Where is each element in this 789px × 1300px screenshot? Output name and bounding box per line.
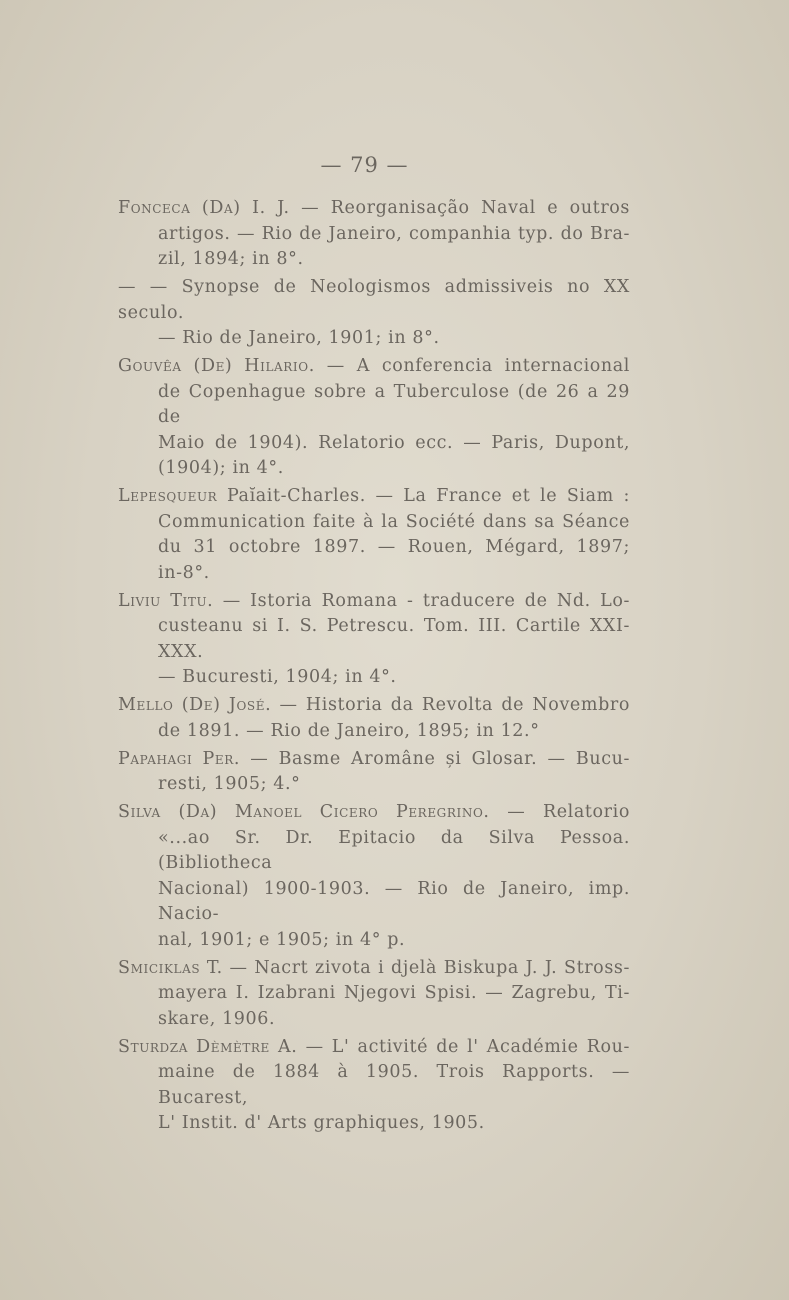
entry-line — [118, 747, 630, 773]
entry-author: Gouvêa (De) Hilario. — [118, 356, 315, 376]
entry-line: de Copenhague sobre a Tuberculose (de 26 a 29 de — [158, 381, 630, 427]
entry-line: in-8°. — [158, 562, 210, 583]
entry-author: Fonceca (Da) I. J. — [118, 198, 290, 218]
bibliography-entry — [118, 693, 630, 744]
entry-author: Papahagi Per. — [118, 748, 241, 769]
entry-author: Sturdza Dèmètre A. — [118, 1036, 298, 1057]
entry-line: Nacional) 1900-1903. — Rio de Janeiro, imp. Nacio- — [158, 878, 630, 924]
entry-author: Smiciklas T. — [118, 957, 223, 978]
entry-text: — L' activité de l' Académie Rou- — [297, 1036, 630, 1057]
entry-line: — Rio de Janeiro, 1901; in 8°. — [158, 328, 440, 348]
entry-line — [118, 956, 630, 982]
entry-line: resti, 1905; 4.° — [158, 774, 301, 794]
bibliography-entry — [118, 956, 630, 1033]
entry-text: — Historia da Revolta de Novembro — [271, 695, 630, 715]
entry-line: maine de 1884 à 1905. Trois Rapports. — Bucarest, — [158, 1062, 630, 1108]
entry-line — [118, 589, 630, 615]
entry-line: du 31 octobre 1897. — Rouen, Mégard, 1897; — [158, 537, 630, 557]
bibliography-entry — [118, 196, 630, 273]
bibliography-entry — [118, 747, 630, 798]
entry-line — [118, 484, 630, 510]
entry-line — [118, 1035, 630, 1061]
entry-line — [118, 800, 630, 826]
entry-author: Liviu Titu. — [118, 590, 214, 611]
entry-author: Mello (De) José. — [118, 695, 272, 715]
bibliography-entry — [118, 1035, 630, 1137]
bibliography-entry — [118, 484, 630, 586]
entry-line — [118, 196, 630, 222]
entry-line: de 1891. — Rio de Janeiro, 1895; in 12.° — [158, 720, 540, 741]
bibliography-entry — [118, 800, 630, 953]
entry-text: — Relatorio — [489, 802, 630, 822]
entry-line: custeanu si I. S. Petrescu. Tom. III. Cartile XXI-XXX. — [158, 616, 630, 662]
entry-line: Maio de 1904). Relatorio ecc. — Paris, Dupont, — [158, 432, 630, 453]
bibliography-entry — [118, 589, 630, 691]
bibliography-list — [118, 196, 630, 1139]
entry-text: — Basme Aromâne și Glosar. — Bucu- — [240, 748, 630, 769]
entry-text: — Reorganisação Naval e outros — [289, 198, 630, 218]
entry-line: nal, 1901; e 1905; in 4° p. — [158, 929, 406, 950]
bibliography-entry — [118, 354, 630, 482]
entry-line — [118, 693, 630, 719]
entry-text: — Naсrt zivota i djelà Biskupa J. J. Stross- — [222, 957, 630, 978]
entry-text: — A conferencia internacional — [314, 356, 631, 376]
entry-text: Paĭait-Charles. — La France et le Siam : — [217, 486, 630, 506]
entry-line: — — Synopse de Neologismos admissiveis no XX seculo. — [118, 277, 630, 323]
entry-line: artigos. — Rio de Janeiro, companhia typ. do Bra- — [158, 223, 630, 244]
entry-author: Lepesqueur — [118, 486, 218, 506]
entry-text: — Istoria Romana - traducere de Nd. Lo- — [213, 590, 631, 611]
entry-line: Communication faite à la Société dans sa Séance — [158, 511, 630, 532]
entry-line: — Bucuresti, 1904; in 4°. — [158, 667, 397, 687]
page-number: — 79 — — [320, 153, 409, 177]
entry-line: (1904); in 4°. — [158, 458, 284, 478]
entry-line: skare, 1906. — [158, 1008, 276, 1029]
entry-line: zil, 1894; in 8°. — [158, 249, 304, 269]
entry-line: L' Instit. d' Arts graphiques, 1905. — [158, 1113, 485, 1133]
entry-line: mayera I. Izabrani Njegovi Spisi. — Zagrebu, Ti- — [158, 983, 630, 1003]
entry-line — [118, 354, 630, 380]
entry-author: Silva (Da) Manoel Cicero Peregrino. — [118, 802, 490, 822]
entry-line: «...ao Sr. Dr. Epitacio da Silva Pessoa. (Bibliotheca — [158, 827, 630, 873]
bibliography-entry — [118, 275, 630, 352]
